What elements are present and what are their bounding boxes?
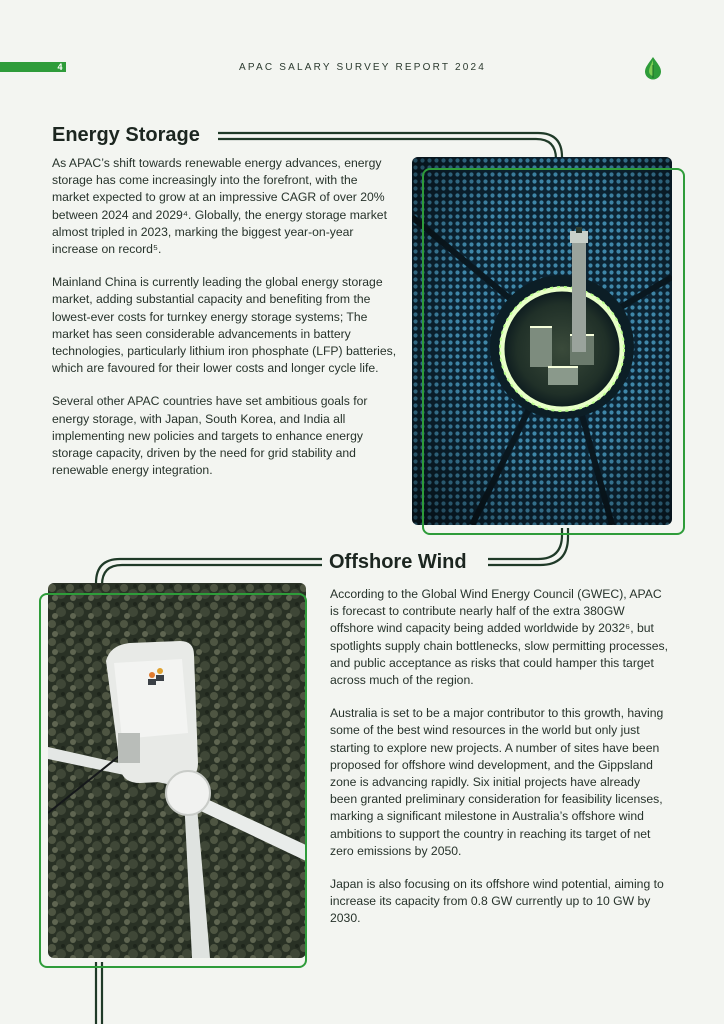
page-number: 4 xyxy=(57,62,63,72)
energy-storage-paragraph: Mainland China is currently leading the global energy storage market, adding substantial capacity and benefiting from the lowest-ever costs for turnkey energy storage systems; The market has seen considerable advancements in battery technologies, particularly lithium iron phosphate (LFP) batteries, which are favoured for their lower costs and longer cycle life. xyxy=(52,275,397,376)
energy-storage-paragraph: Several other APAC countries have set ambitious goals for energy storage, with Japan, South Korea, and India all implementing new policies and targets to enhance energy storage capacity, driven by the need for grid stability and renewable energy integration. xyxy=(52,394,368,478)
energy-storage-paragraph: As APAC’s shift towards renewable energy advances, energy storage has come increasingly into the forefront, with the market expected to grow at an impressive CAGR of over 20% between 2024 and 2029⁴. Globally, the energy storage market almost tripled in 2023, marking the biggest year-on-year increase on record⁵. xyxy=(52,156,387,257)
solar-image-frame xyxy=(422,168,685,535)
report-title: APAC SALARY SURVEY REPORT 2024 xyxy=(238,62,487,73)
offshore-wind-heading: Offshore Wind xyxy=(329,551,467,573)
energy-storage-heading: Energy Storage xyxy=(52,124,200,146)
offshore-wind-paragraph: Australia is set to be a major contributor to this growth, having some of the best wind resources in the world but only just starting to explore new projects. A number of sites have been proposed for offshore wind development, and the Gippsland zone is advancing rapidly. Six initial projects have already been granted preliminary consideration for feasibility licenses, marking a significant milestone in Australia’s offshore wind ambitions to support the country in reaching its target of net zero emissions by 2050. xyxy=(330,706,664,858)
droplet-leaf-icon xyxy=(643,56,663,80)
offshore-wind-body xyxy=(330,586,670,944)
wind-image-frame xyxy=(39,593,307,968)
energy-storage-body xyxy=(52,155,397,495)
offshore-wind-paragraph: According to the Global Wind Energy Council (GWEC), APAC is forecast to contribute nearly half of the extra 380GW offshore wind capacity being added worldwide by 2032⁶, but spotlights supply chain bottlenecks, slow permitting processes, and public acceptance as risks that could hamper this target across much of the region. xyxy=(330,587,669,688)
offshore-wind-paragraph: Japan is also focusing on its offshore wind potential, aiming to increase its capacity from 0.8 GW currently up to 10 GW by 2030. xyxy=(330,877,664,926)
